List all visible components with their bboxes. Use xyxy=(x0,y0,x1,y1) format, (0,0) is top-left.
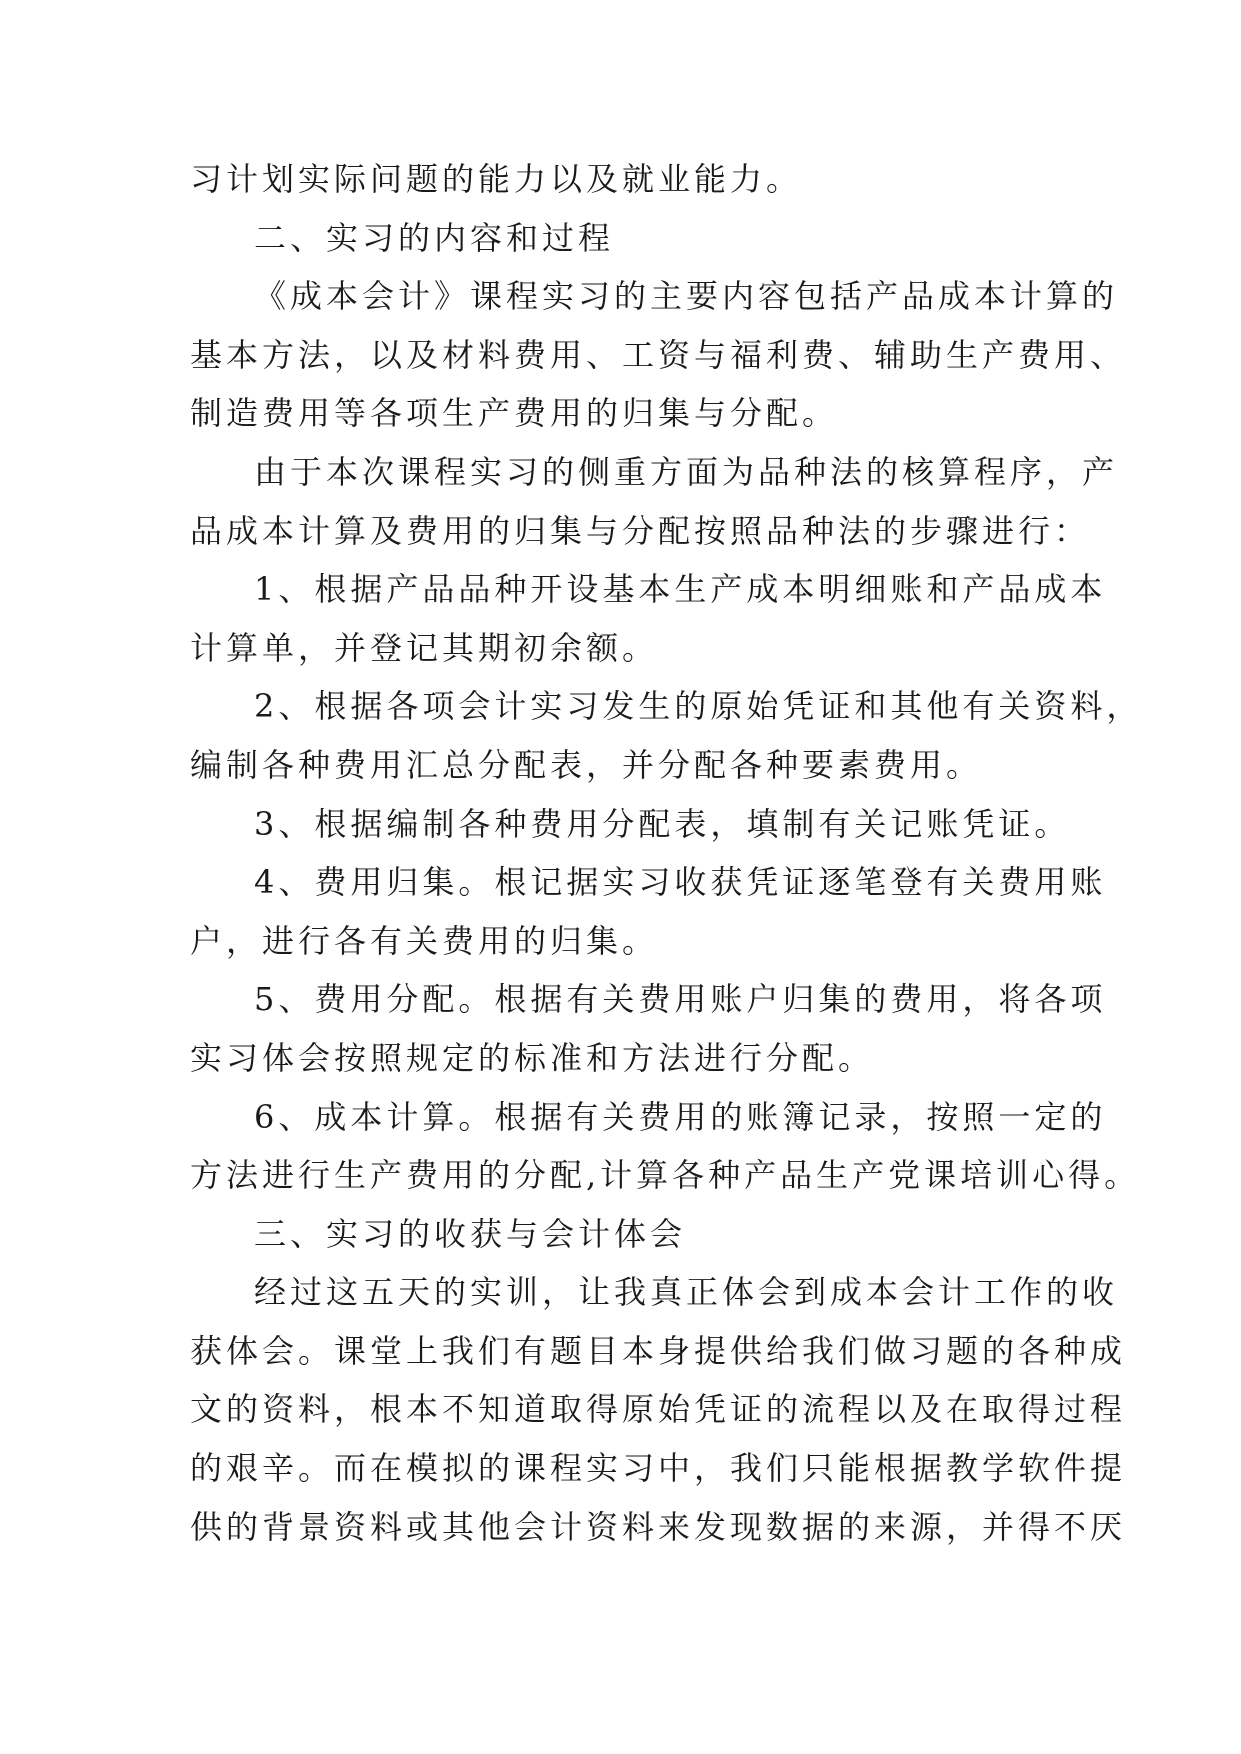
list-item-6: 6、成本计算。根据有关费用的账簿记录，按照一定的 xyxy=(254,1097,1107,1136)
list-item-3: 3、根据编制各种费用分配表，填制有关记账凭证。 xyxy=(254,804,1071,843)
list-item-4: 4、费用归集。根记据实习收获凭证逐笔登有关费用账 xyxy=(254,863,1107,902)
text-line: 获体会。课堂上我们有题目本身提供给我们做习题的各种成 xyxy=(190,1331,1127,1370)
text-line: 方法进行生产费用的分配,计算各种产品生产党课培训心得。 xyxy=(190,1156,1141,1195)
list-item-1: 1、根据产品品种开设基本生产成本明细账和产品成本 xyxy=(254,570,1107,609)
document-body xyxy=(190,150,1143,1556)
list-item-2: 2、根据各项会计实习发生的原始凭证和其他有关资料， xyxy=(254,687,1143,726)
text-line: 由于本次课程实习的侧重方面为品种法的核算程序，产 xyxy=(254,452,1119,491)
text-line: 实习体会按照规定的标准和方法进行分配。 xyxy=(190,1038,875,1077)
text-line: 的艰辛。而在模拟的课程实习中，我们只能根据教学软件提 xyxy=(190,1449,1127,1488)
text-line: 文的资料，根本不知道取得原始凭证的流程以及在取得过程 xyxy=(190,1390,1127,1429)
section-heading: 二、实习的内容和过程 xyxy=(254,218,615,257)
text-line: 户，进行各有关费用的归集。 xyxy=(190,921,659,960)
text-line: 习计划实际问题的能力以及就业能力。 xyxy=(190,160,803,198)
list-item-5: 5、费用分配。根据有关费用账户归集的费用，将各项 xyxy=(254,980,1107,1019)
text-line: 编制各种费用汇总分配表，并分配各种要素费用。 xyxy=(190,745,983,784)
text-line: 品成本计算及费用的归集与分配按照品种法的步骤进行： xyxy=(190,511,1091,550)
text-line: 经过这五天的实训，让我真正体会到成本会计工作的收 xyxy=(254,1273,1119,1312)
text-line: 基本方法，以及材料费用、工资与福利费、辅助生产费用、 xyxy=(190,335,1127,374)
text-line: 《成本会计》课程实习的主要内容包括产品成本计算的 xyxy=(254,277,1119,316)
section-heading: 三、实习的收获与会计体会 xyxy=(254,1214,687,1253)
text-line: 制造费用等各项生产费用的归集与分配。 xyxy=(190,394,839,433)
text-line: 供的背景资料或其他会计资料来发现数据的来源，并得不厌 xyxy=(190,1507,1127,1546)
text-line: 计算单，并登记其期初余额。 xyxy=(190,628,659,667)
